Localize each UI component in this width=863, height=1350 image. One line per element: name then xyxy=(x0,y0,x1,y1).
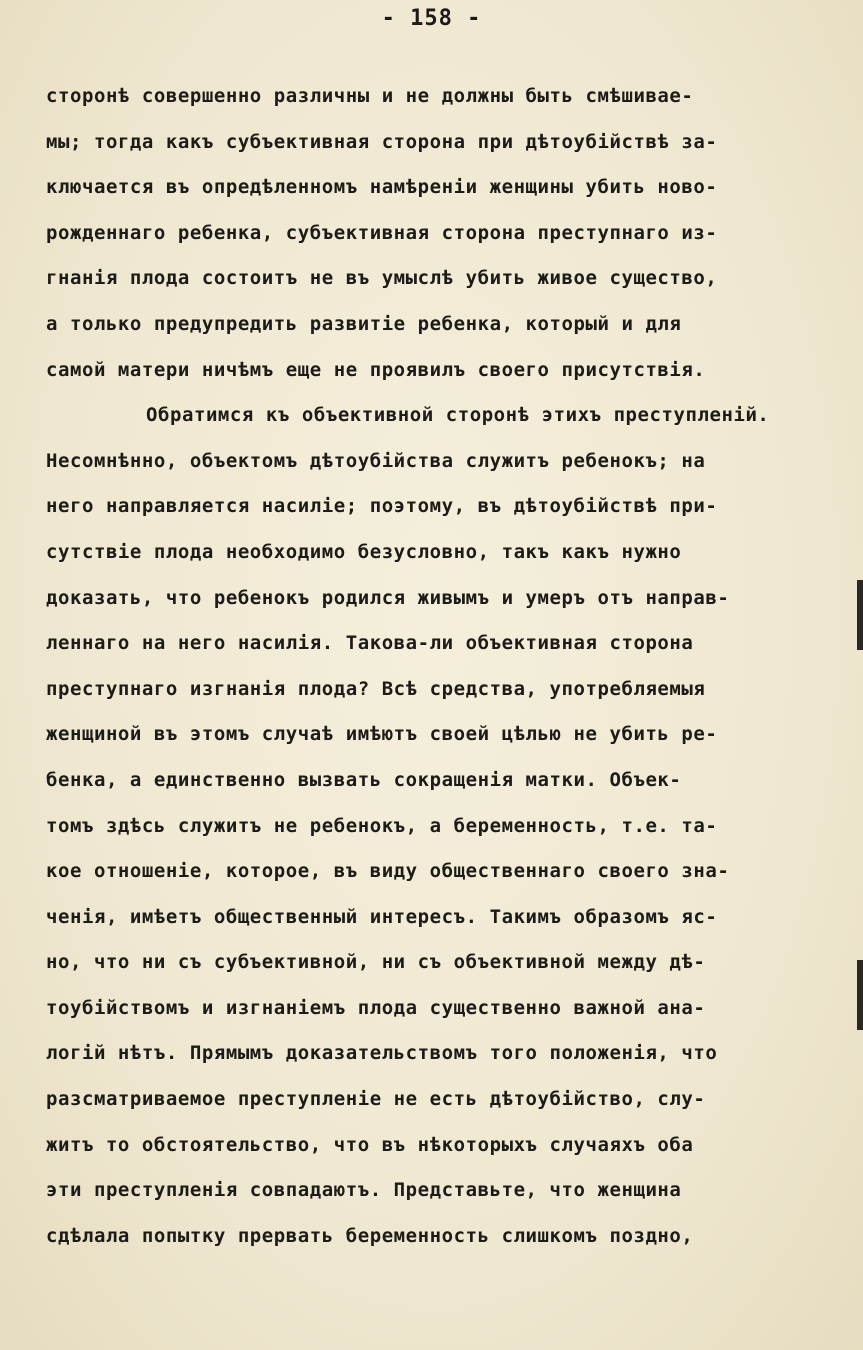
text-line: сутствiе плода необходимо безусловно, такъ какъ нужно xyxy=(46,540,682,563)
text-line: житъ то обстоятельство, что въ нѣкоторыхъ случаяхъ оба xyxy=(46,1133,694,1156)
text-line: сдѣлала попытку прервать беременность слишкомъ поздно, xyxy=(46,1224,694,1247)
text-line: рожденнаго ребенка, субъективная сторона преступнаго из- xyxy=(46,221,718,244)
text-line: ченiя, имѣетъ общественный интересъ. Такимъ образомъ яс- xyxy=(46,905,718,928)
text-line: сторонѣ совершенно различны и не должны быть смѣшивае- xyxy=(46,85,694,107)
text-line: леннаго на него насилiя. Такова-ли объективная сторона xyxy=(46,632,694,655)
text-line: а только предупредить развитiе ребенка, который и для xyxy=(46,312,682,335)
text-line: бенка, а единственно вызвать сокращенiя матки. Объек- xyxy=(46,768,682,791)
text-line: тоубiйствомъ и изгнанiемъ плода существенно важной ана- xyxy=(46,996,706,1019)
text-line: Несомнѣнно, объектомъ дѣтоубiйства служитъ ребенокъ; на xyxy=(46,449,706,472)
text-line: доказать, что ребенокъ родился живымъ и умеръ отъ направ- xyxy=(46,586,730,609)
text-line: но, что ни съ субъективной, ни съ объективной между дѣ- xyxy=(46,951,706,974)
text-line: кое отношенiе, которое, въ виду общественнаго своего зна- xyxy=(46,860,730,883)
text-line: самой матери ничѣмъ еще не проявилъ своего присутствiя. xyxy=(46,358,706,381)
text-line: разсматриваемое преступленiе не есть дѣтоубiйство, слу- xyxy=(46,1088,706,1111)
text-line: гнанiя плода состоитъ не въ умыслѣ убить живое существо, xyxy=(46,267,718,290)
text-line: женщиной въ этомъ случаѣ имѣютъ своей цѣлью не убить ре- xyxy=(46,723,718,746)
text-line: томъ здѣсь служитъ не ребенокъ, а беременность, т.е. та- xyxy=(46,814,718,837)
text-line: Обратимся къ объективной сторонѣ этихъ преступленiй. xyxy=(146,404,770,427)
text-line: мы; тогда какъ субъективная сторона при дѣтоубiйствѣ за- xyxy=(46,130,718,153)
page-number: - 158 - xyxy=(381,6,482,31)
page-edge-mark xyxy=(857,580,863,650)
body-text xyxy=(46,74,826,1259)
text-line: логiй нѣтъ. Прямымъ доказательствомъ того положенiя, что xyxy=(46,1042,718,1065)
page-edge-mark xyxy=(857,960,863,1030)
text-line: преступнаго изгнанiя плода? Всѣ средства, употребляемыя xyxy=(46,677,706,700)
text-line: эти преступленiя совпадаютъ. Представьте, что женщина xyxy=(46,1179,682,1202)
text-line: него направляется насилiе; поэтому, въ дѣтоубiйствѣ при- xyxy=(46,495,718,518)
text-line: ключается въ опредѣленномъ намѣренiи женщины убить ново- xyxy=(46,176,718,199)
